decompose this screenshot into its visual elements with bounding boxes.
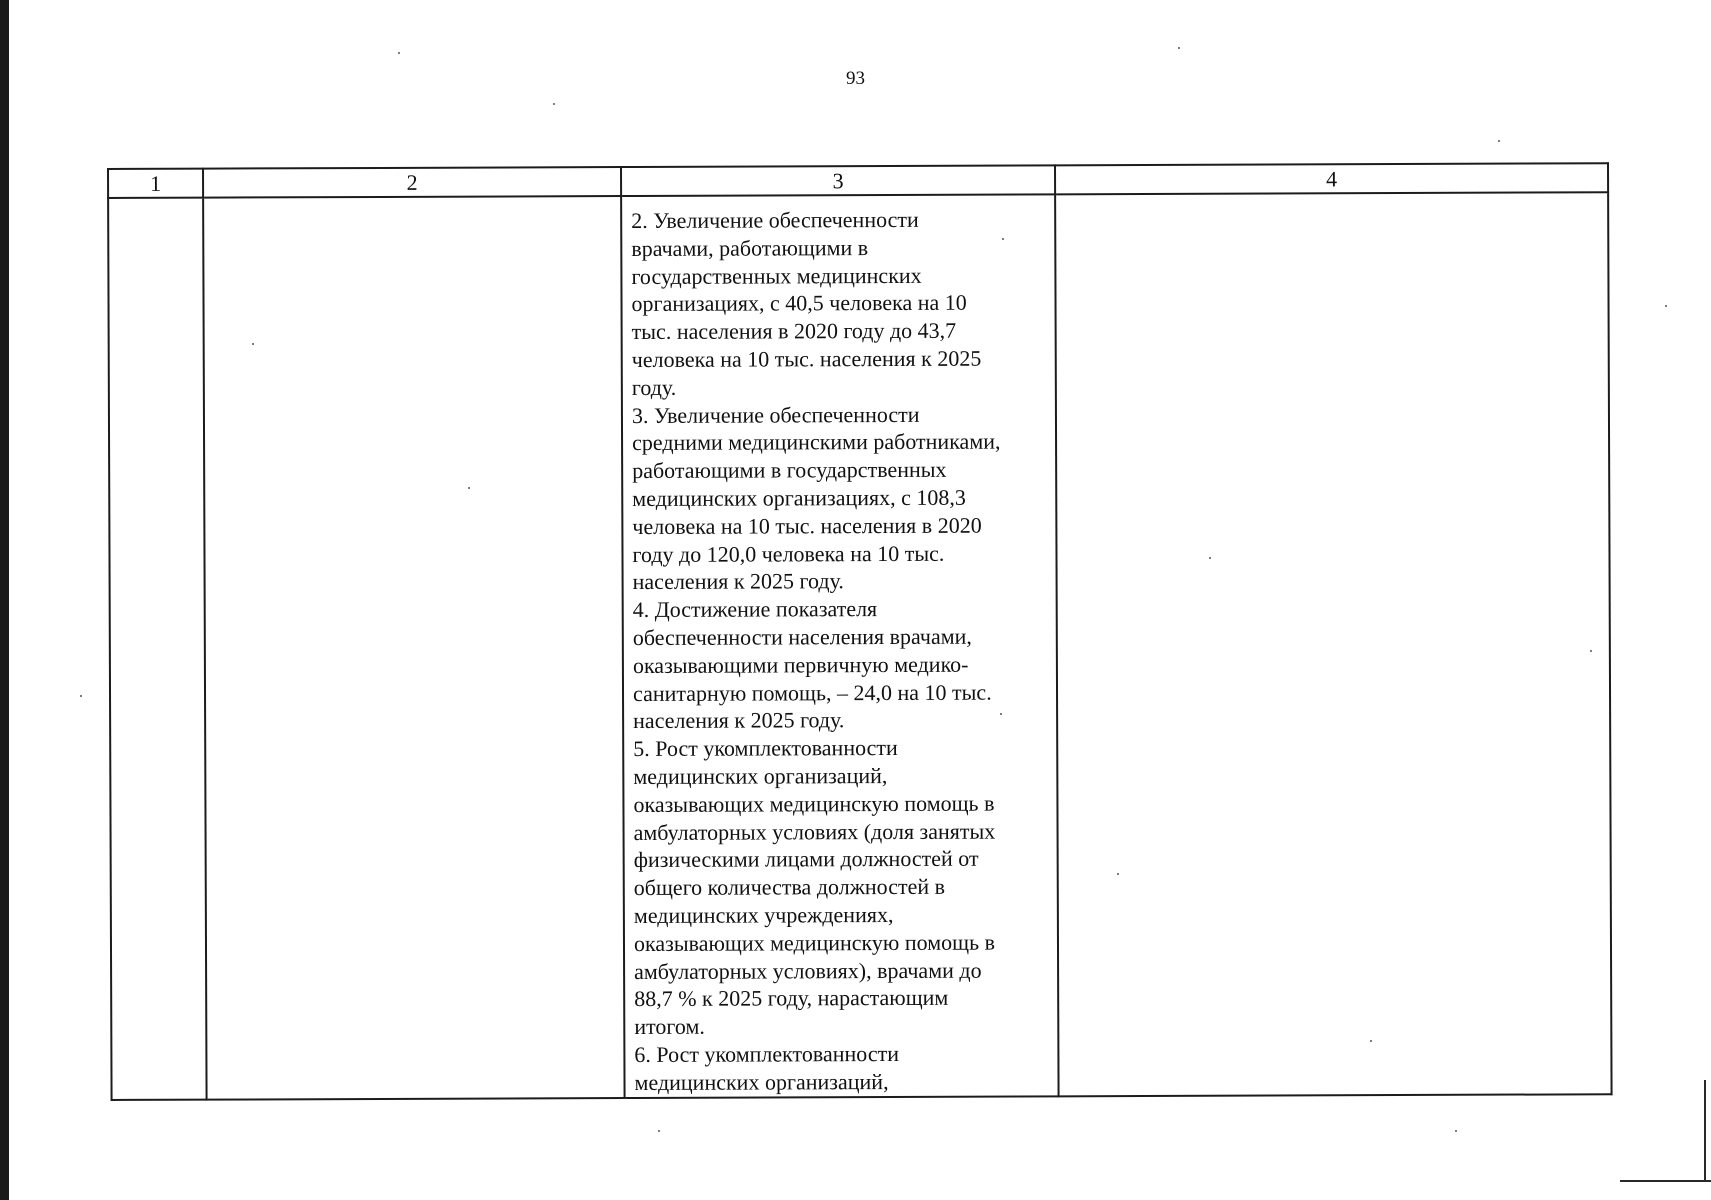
indicator-item-5: 5. Рост укомплектованности медицинских организаций, оказывающих медицинскую помощь в амбулаторных условиях (доля занятых физическими лицами должностей от общего количества должностей в медицинских учреждениях, оказывающих медицинскую помощь в амбулаторных условиях), врачами до 88,7 % к 2025 году, нарастающим итогом.	[633, 735, 996, 1040]
scan-speck	[1002, 238, 1004, 240]
indicator-item-6: 6. Рост укомплектованности медицинских организаций,	[634, 1040, 900, 1095]
cell-col-4	[1055, 192, 1611, 1096]
indicator-item-2: 2. Увеличение обеспеченности врачами, работающими в государственных медицинских организациях, с 40,5 человека на 10 тыс. населения в 2020 году до 43,7 человека на 10 тыс. населения к 2025 году.	[631, 206, 982, 400]
scan-speck	[80, 695, 82, 697]
scan-speck	[1498, 140, 1500, 142]
scan-edge-bottom	[1620, 1180, 1711, 1182]
cell-col-3	[621, 194, 1058, 1097]
scan-speck	[1665, 305, 1667, 307]
scan-speck	[658, 1130, 660, 1132]
page-number: 93	[846, 68, 865, 89]
header-col-4: 4	[1055, 163, 1608, 194]
table-body	[108, 192, 1611, 1099]
scan-speck	[553, 103, 555, 105]
scan-speck	[1370, 1040, 1372, 1042]
cell-col-2	[203, 196, 624, 1099]
scan-edge-right	[1704, 1080, 1706, 1180]
indicator-item-3: 3. Увеличение обеспеченности средними медицинскими работниками, работающими в государственных медицинских организациях, с 108,3 человека на 10 тыс. населения в 2020 году до 120,0 человека на 10 тыс. населения к 2025 году.	[631, 401, 1001, 595]
scan-speck	[1209, 557, 1211, 559]
header-col-1: 1	[108, 169, 203, 198]
document-table	[107, 162, 1613, 1100]
scan-speck	[1455, 1130, 1457, 1132]
scan-speck	[1000, 713, 1002, 715]
scan-speck	[1117, 873, 1119, 875]
indicator-list	[631, 205, 1049, 1096]
table-row	[108, 192, 1611, 1099]
scan-speck	[468, 487, 470, 489]
scan-speck	[398, 52, 400, 54]
indicator-item-4: 4. Достижение показателя обеспеченности населения врачами, оказывающими первичную медико- санитарную помощь, – 24,0 на 10 тыс. населения к 2025 году.	[632, 596, 992, 734]
header-col-3: 3	[621, 165, 1055, 196]
scan-edge-left	[0, 0, 9, 1200]
scan-speck	[1590, 650, 1592, 652]
cell-col-1	[108, 198, 206, 1100]
header-col-2: 2	[203, 167, 621, 198]
scan-speck	[1178, 47, 1180, 49]
scan-speck	[252, 343, 254, 345]
